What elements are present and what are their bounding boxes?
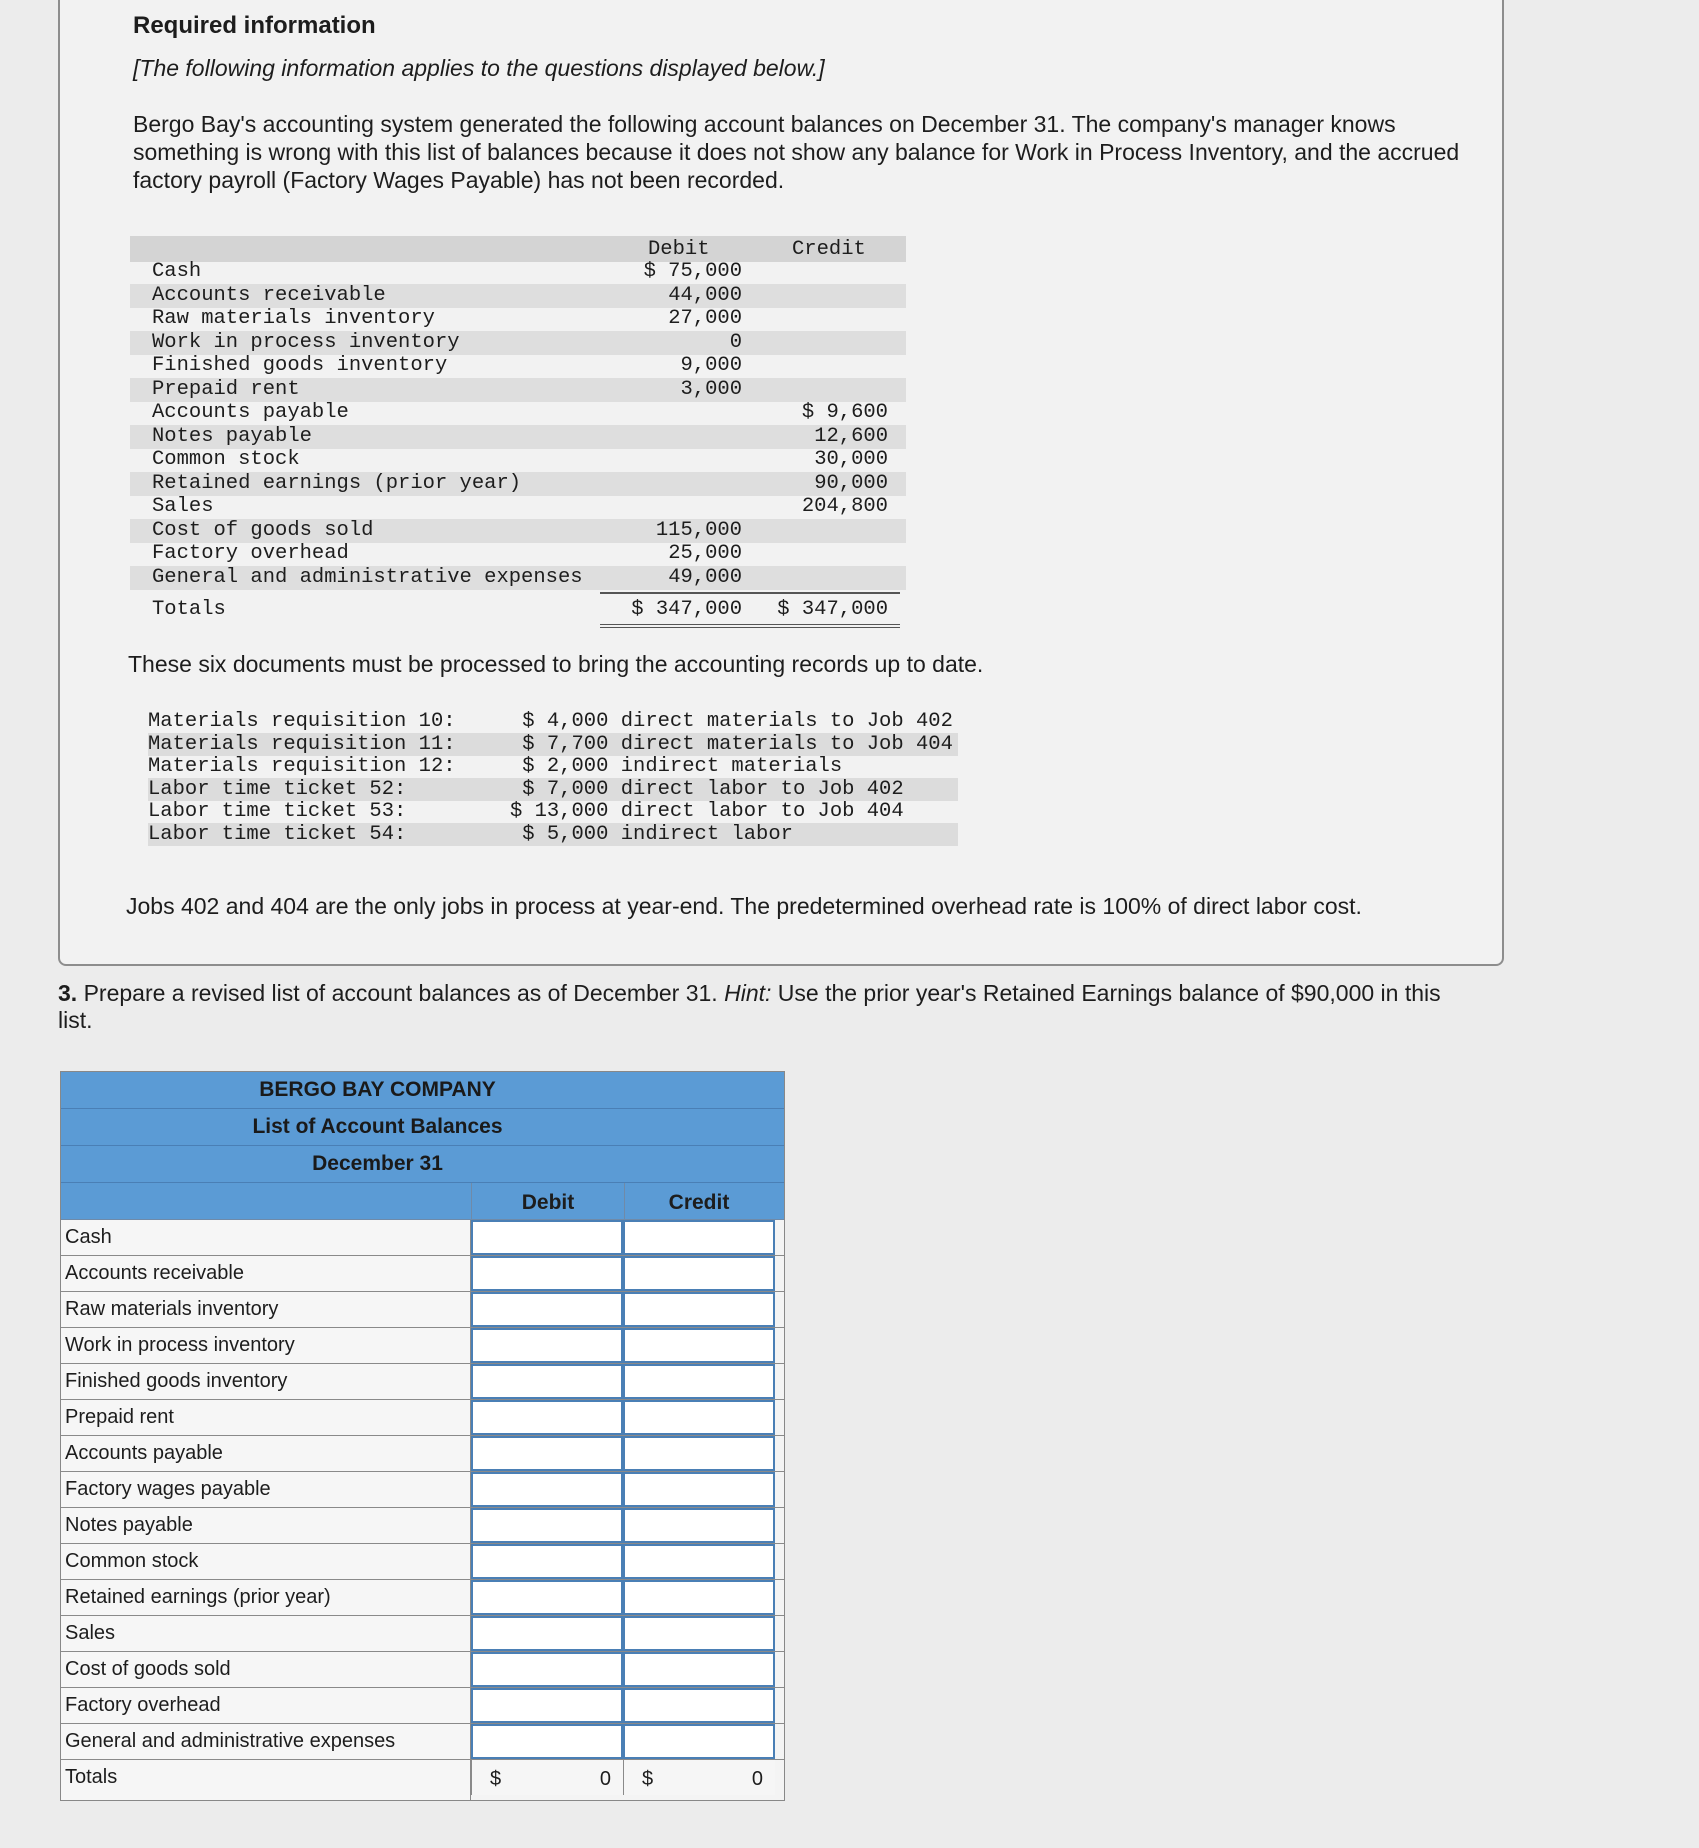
balance-account: Sales (152, 495, 214, 518)
document-label: Labor time ticket 52: (148, 777, 407, 801)
balance-row (130, 542, 906, 566)
credit-input[interactable] (623, 1292, 775, 1327)
form-account-label: Sales (61, 1616, 471, 1651)
required-information-title: Required information (133, 12, 376, 39)
balance-account: Raw materials inventory (152, 307, 435, 330)
balance-row (130, 260, 906, 284)
applies-note: [The following information applies to the questions displayed below.] (133, 55, 825, 81)
documents-lead: These six documents must be processed to bring the accounting records up to date. (128, 651, 984, 677)
balance-row (130, 354, 906, 378)
balance-credit: 12,600 (814, 424, 888, 448)
balance-debit: 0 (729, 330, 742, 354)
debit-input[interactable] (471, 1292, 623, 1327)
credit-input[interactable] (623, 1652, 775, 1687)
form-account-label: Raw materials inventory (61, 1292, 471, 1327)
balance-account: Retained earnings (prior year) (152, 471, 522, 495)
debit-input[interactable] (471, 1724, 623, 1759)
balance-account: Accounts receivable (152, 283, 386, 307)
credit-input[interactable] (623, 1256, 775, 1291)
debit-input[interactable] (471, 1328, 623, 1363)
debit-input[interactable] (471, 1652, 623, 1687)
document-value: $ 7,700 direct materials to Job 404 (510, 732, 953, 756)
form-account-label: Notes payable (61, 1508, 471, 1543)
form-total-credit: $ 0 (623, 1760, 775, 1795)
form-totals-label: Totals (61, 1760, 471, 1800)
subtotal-rule (600, 592, 900, 594)
balance-row (130, 284, 906, 308)
balance-row (130, 495, 906, 519)
form-company-name: BERGO BAY COMPANY (61, 1072, 784, 1109)
balances-credit-header: Credit (792, 238, 866, 261)
debit-input[interactable] (471, 1256, 623, 1291)
balances-debit-header: Debit (648, 238, 710, 261)
form-row (61, 1328, 784, 1364)
document-label: Materials requisition 11: (148, 732, 456, 756)
document-value: $ 2,000 indirect materials (510, 755, 843, 778)
intro-paragraph: Bergo Bay's accounting system generated the following account balances on December 31. The company's manager knows something is wrong with this list of balances because it does not show any balance for Work in Process Inventory, and the accrued factory payroll (Factory Wages Payable) has not been recorded. (133, 111, 1460, 193)
form-account-label: Retained earnings (prior year) (61, 1580, 471, 1615)
document-value: $ 5,000 indirect labor (510, 822, 793, 846)
form-statement-name: List of Account Balances (61, 1109, 784, 1146)
balance-debit: 115,000 (655, 518, 742, 542)
balance-row (130, 519, 906, 543)
document-item (148, 823, 958, 846)
balance-account: General and administrative expenses (152, 565, 583, 589)
form-row (61, 1400, 784, 1436)
credit-input[interactable] (623, 1400, 775, 1435)
form-debit-header: Debit (471, 1183, 625, 1223)
document-value: $ 4,000 direct materials to Job 402 (510, 710, 953, 733)
revised-balances-form (60, 1071, 785, 1801)
form-row (61, 1580, 784, 1616)
form-row (61, 1364, 784, 1400)
question-3: 3. Prepare a revised list of account balances as of December 31. Hint: Use the prior year's Retained Earnings balance of $90,000 in this list. (58, 980, 1441, 1033)
debit-input[interactable] (471, 1508, 623, 1543)
balance-row (130, 378, 906, 402)
document-label: Materials requisition 12: (148, 755, 456, 778)
credit-input[interactable] (623, 1328, 775, 1363)
credit-input[interactable] (623, 1220, 775, 1255)
debit-input[interactable] (471, 1364, 623, 1399)
form-account-label: Common stock (61, 1544, 471, 1579)
total-credit: $ 347,000 (777, 598, 888, 621)
form-account-label: Factory overhead (61, 1688, 471, 1723)
debit-input[interactable] (471, 1544, 623, 1579)
debit-input[interactable] (471, 1400, 623, 1435)
balance-credit: 204,800 (801, 495, 888, 518)
balance-debit: 27,000 (668, 307, 742, 330)
balance-row (130, 331, 906, 355)
form-row (61, 1292, 784, 1328)
balance-account: Work in process inventory (152, 330, 460, 354)
balance-credit: 30,000 (814, 448, 888, 471)
debit-input[interactable] (471, 1220, 623, 1255)
balance-debit: 25,000 (668, 542, 742, 565)
form-account-label: Accounts receivable (61, 1256, 471, 1291)
balance-account: Prepaid rent (152, 377, 300, 401)
credit-input[interactable] (623, 1616, 775, 1651)
balance-row (130, 448, 906, 472)
credit-input[interactable] (623, 1364, 775, 1399)
balance-account: Cost of goods sold (152, 518, 374, 542)
form-account-label: Factory wages payable (61, 1472, 471, 1507)
balances-header (130, 236, 906, 262)
form-row (61, 1652, 784, 1688)
debit-input[interactable] (471, 1688, 623, 1723)
balance-account: Accounts payable (152, 401, 349, 424)
document-item (148, 800, 958, 823)
debit-input[interactable] (471, 1616, 623, 1651)
credit-input[interactable] (623, 1580, 775, 1615)
document-item (148, 755, 958, 778)
document-value: $ 13,000 direct labor to Job 404 (510, 800, 904, 823)
form-total-debit: $ 0 (471, 1760, 623, 1795)
credit-input[interactable] (623, 1472, 775, 1507)
form-row (61, 1256, 784, 1292)
form-date: December 31 (61, 1146, 784, 1183)
balance-debit: 44,000 (668, 283, 742, 307)
credit-input[interactable] (623, 1688, 775, 1723)
document-label: Labor time ticket 54: (148, 822, 407, 846)
form-row (61, 1472, 784, 1508)
form-row (61, 1616, 784, 1652)
form-account-label: Work in process inventory (61, 1328, 471, 1363)
credit-input[interactable] (623, 1508, 775, 1543)
balances-totals-row: Totals $ 347,000 $ 347,000 (152, 598, 888, 621)
debit-input[interactable] (471, 1580, 623, 1615)
document-label: Labor time ticket 53: (148, 800, 407, 823)
balance-account: Finished goods inventory (152, 354, 448, 377)
balance-credit: $ 9,600 (801, 401, 888, 424)
form-row (61, 1544, 784, 1580)
balance-debit: 49,000 (668, 565, 742, 589)
document-item (148, 710, 958, 733)
credit-input[interactable] (623, 1436, 775, 1471)
balance-row (130, 401, 906, 425)
form-account-label: Accounts payable (61, 1436, 471, 1471)
balance-credit: 90,000 (814, 471, 888, 495)
debit-input[interactable] (471, 1436, 623, 1471)
form-account-label: Finished goods inventory (61, 1364, 471, 1399)
form-row (61, 1688, 784, 1724)
form-column-headers (61, 1183, 784, 1220)
form-row (61, 1436, 784, 1472)
balance-account: Cash (152, 260, 202, 283)
jobs-note: Jobs 402 and 404 are the only jobs in process at year-end. The predetermined overhead rate is 100% of direct labor cost. (126, 893, 1362, 919)
balance-account: Common stock (152, 448, 300, 471)
form-row (61, 1508, 784, 1544)
debit-input[interactable] (471, 1472, 623, 1507)
balance-debit: 3,000 (680, 377, 742, 401)
balance-row (130, 307, 906, 331)
credit-input[interactable] (623, 1544, 775, 1579)
form-account-label: Prepaid rent (61, 1400, 471, 1435)
form-account-label: Cost of goods sold (61, 1652, 471, 1687)
form-credit-header: Credit (668, 1191, 730, 1214)
form-account-label: General and administrative expenses (61, 1724, 471, 1759)
total-double-rule (600, 624, 900, 628)
form-account-label: Cash (61, 1220, 471, 1255)
document-value: $ 7,000 direct labor to Job 402 (510, 777, 904, 801)
document-label: Materials requisition 10: (148, 710, 456, 733)
balance-account: Notes payable (152, 424, 312, 448)
balance-account: Factory overhead (152, 542, 349, 565)
credit-input[interactable] (623, 1724, 775, 1759)
form-row (61, 1220, 784, 1256)
balance-debit: 9,000 (680, 354, 742, 377)
form-row (61, 1724, 784, 1760)
total-debit: $ 347,000 (631, 598, 742, 621)
balance-row (130, 566, 906, 590)
form-totals-row (61, 1760, 784, 1800)
balance-row (130, 425, 906, 449)
document-item (148, 733, 958, 756)
balance-row (130, 472, 906, 496)
balance-debit: $ 75,000 (643, 260, 742, 283)
document-item (148, 778, 958, 801)
